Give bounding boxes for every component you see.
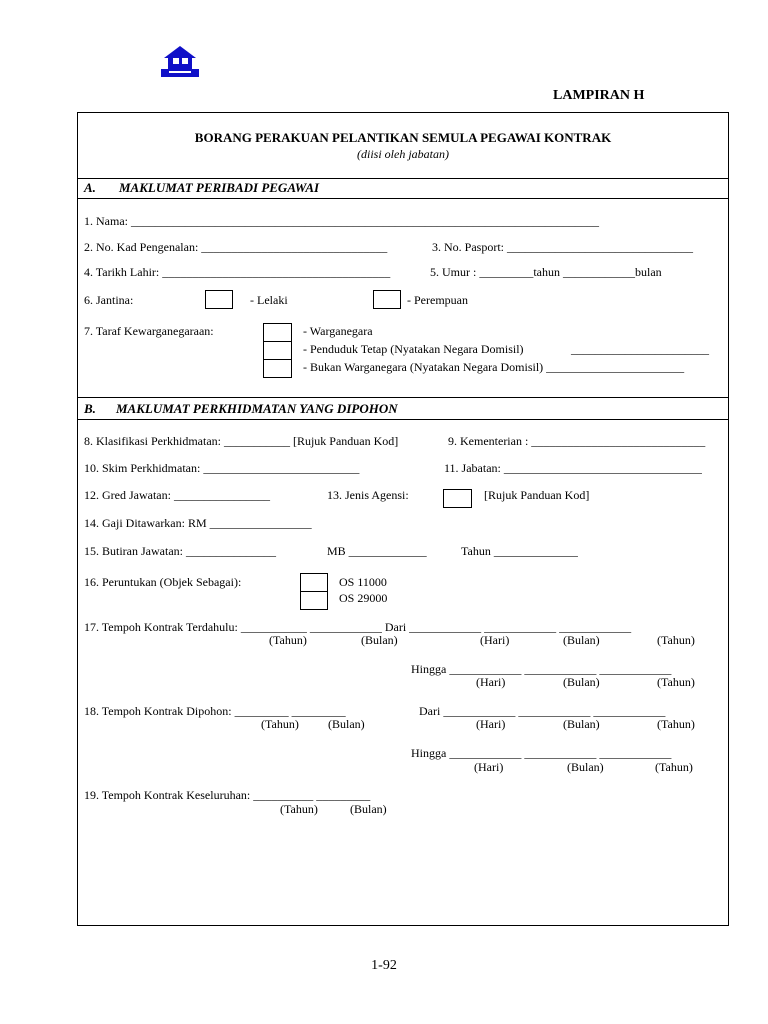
field-nama[interactable]: 1. Nama: ______________________________________________________________________________ (84, 214, 599, 228)
label-jenis-agensi: 13. Jenis Agensi: (327, 488, 409, 502)
field-butiran-jawatan[interactable]: 15. Butiran Jawatan: _______________ (84, 544, 276, 558)
label-perempuan: - Perempuan (407, 293, 468, 307)
field-terdahulu-hingga[interactable]: Hingga ____________ ____________ ____________ (411, 662, 672, 676)
checkbox-bukan-warganegara[interactable] (263, 359, 292, 378)
field-klasifikasi-perkhidmatan[interactable]: 8. Klasifikasi Perkhidmatan: ___________ [Rujuk Panduan Kod] (84, 434, 399, 448)
field-tarikh-lahir[interactable]: 4. Tarikh Lahir: ______________________________________ (84, 265, 391, 279)
label-bulan: (Bulan) (567, 760, 604, 774)
label-bulan: (Bulan) (328, 717, 365, 731)
section-a-letter: A. (84, 180, 96, 195)
checkbox-lelaki[interactable] (205, 290, 233, 309)
label-jantina: 6. Jantina: (84, 293, 134, 307)
field-butiran-tahun[interactable]: Tahun ______________ (461, 544, 578, 558)
divider (77, 178, 729, 179)
checkbox-penduduk-tetap[interactable] (263, 341, 292, 360)
page-number: 1-92 (371, 958, 397, 973)
label-tahun: (Tahun) (657, 717, 695, 731)
label-bulan: (Bulan) (361, 633, 398, 647)
checkbox-perempuan[interactable] (373, 290, 401, 309)
field-tempoh-kontrak-dipohon[interactable]: 18. Tempoh Kontrak Dipohon: _________ _________ (84, 704, 346, 718)
field-kementerian[interactable]: 9. Kementerian : _____________________________ (448, 434, 706, 448)
label-tahun: (Tahun) (261, 717, 299, 731)
divider (77, 397, 729, 398)
label-bulan: (Bulan) (563, 675, 600, 689)
field-dipohon-hingga[interactable]: Hingga ____________ ____________ ____________ (411, 746, 672, 760)
label-tahun: (Tahun) (280, 802, 318, 816)
section-b-title: MAKLUMAT PERKHIDMATAN YANG DIPOHON (116, 401, 398, 416)
field-mb[interactable]: MB _____________ (327, 544, 427, 558)
label-tahun: (Tahun) (655, 760, 693, 774)
label-lelaki: - Lelaki (250, 293, 288, 307)
label-os-11000: OS 11000 (339, 575, 387, 589)
field-dipohon-dari[interactable]: Dari ____________ ____________ ____________ (419, 704, 666, 718)
house-logo-icon (160, 44, 200, 78)
label-hari: (Hari) (480, 633, 510, 647)
checkbox-os-11000[interactable] (300, 573, 328, 592)
field-kad-pengenalan[interactable]: 2. No. Kad Pengenalan: _______________________________ (84, 240, 388, 254)
label-tahun: (Tahun) (657, 675, 695, 689)
label-os-29000: OS 29000 (339, 591, 388, 605)
divider (77, 419, 729, 420)
label-taraf-kewarganegaraan: 7. Taraf Kewarganegaraan: (84, 324, 214, 338)
label-hari: (Hari) (474, 760, 504, 774)
checkbox-os-29000[interactable] (300, 591, 328, 610)
label-bulan: (Bulan) (563, 717, 600, 731)
field-gaji-ditawarkan[interactable]: 14. Gaji Ditawarkan: RM _________________ (84, 516, 312, 530)
field-negara-domisil-1[interactable]: _______________________ (571, 342, 709, 356)
label-tahun: (Tahun) (269, 633, 307, 647)
form-title: BORANG PERAKUAN PELANTIKAN SEMULA PEGAWAI KONTRAK (194, 130, 612, 145)
label-bulan: (Bulan) (350, 802, 387, 816)
field-skim-perkhidmatan[interactable]: 10. Skim Perkhidmatan: __________________________ (84, 461, 360, 475)
section-b-letter: B. (84, 401, 96, 416)
field-jabatan[interactable]: 11. Jabatan: _________________________________ (444, 461, 702, 475)
checkbox-warganegara[interactable] (263, 323, 292, 342)
option-warganegara: - Warganegara (303, 324, 373, 338)
label-rujuk-panduan-kod: [Rujuk Panduan Kod] (484, 488, 590, 502)
label-hari: (Hari) (476, 717, 506, 731)
field-umur[interactable]: 5. Umur : _________tahun ____________bulan (430, 265, 662, 279)
field-tempoh-kontrak-terdahulu[interactable]: 17. Tempoh Kontrak Terdahulu: ___________ ____________ Dari ____________ ____________ ____________ (84, 620, 632, 634)
option-bukan-warganegara[interactable]: - Bukan Warganegara (Nyatakan Negara Domisil) _______________________ (303, 360, 685, 374)
divider (77, 198, 729, 199)
section-a-title: MAKLUMAT PERIBADI PEGAWAI (119, 180, 320, 195)
box-jenis-agensi[interactable] (443, 489, 472, 508)
label-peruntukan: 16. Peruntukan (Objek Sebagai): (84, 575, 242, 589)
field-tempoh-kontrak-keseluruhan[interactable]: 19. Tempoh Kontrak Keseluruhan: __________ _________ (84, 788, 371, 802)
field-pasport[interactable]: 3. No. Pasport: _______________________________ (432, 240, 693, 254)
form-subtitle: (diisi oleh jabatan) (357, 147, 449, 161)
field-gred-jawatan[interactable]: 12. Gred Jawatan: ________________ (84, 488, 270, 502)
lampiran-label: LAMPIRAN H (553, 88, 645, 103)
label-tahun: (Tahun) (657, 633, 695, 647)
label-hari: (Hari) (476, 675, 506, 689)
label-bulan: (Bulan) (563, 633, 600, 647)
option-penduduk-tetap: - Penduduk Tetap (Nyatakan Negara Domisil) (303, 342, 524, 356)
